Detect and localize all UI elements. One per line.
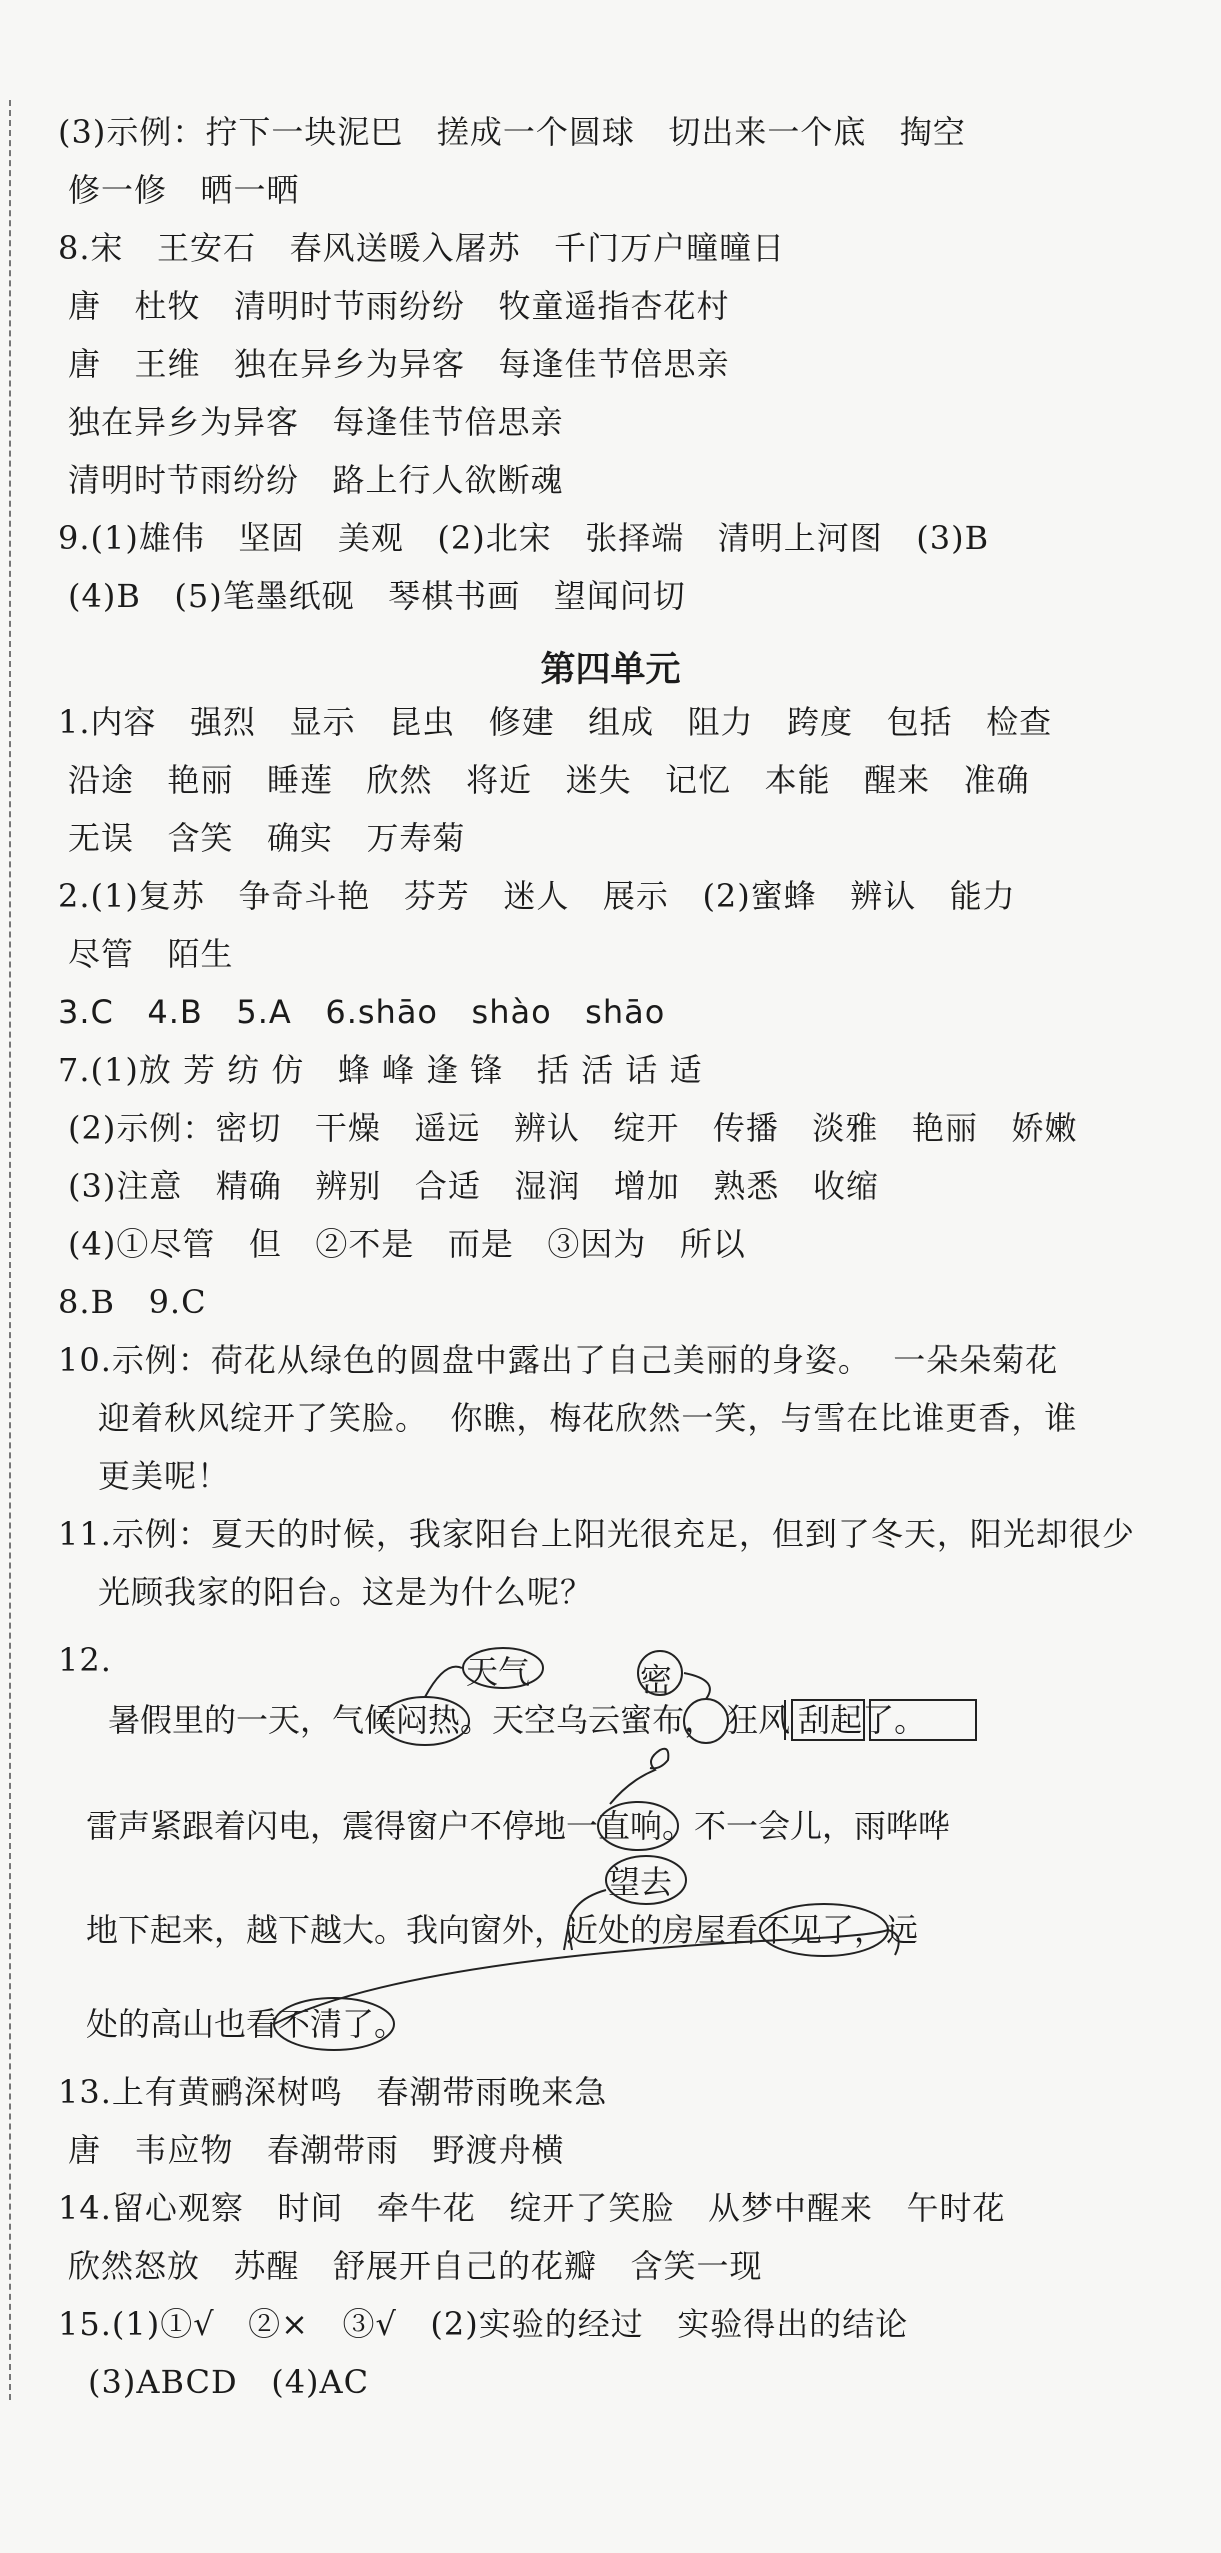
answer-line: 光顾我家的阳台。这是为什么呢？ — [98, 1573, 594, 1611]
answer-line: 14.留心观察 时间 牵牛花 绽开了笑脸 从梦中醒来 午时花 — [58, 2189, 1006, 2227]
answer-line: 7.(1)放 芳 纺 仿 蜂 峰 逢 锋 括 活 话 适 — [58, 1051, 703, 1089]
answer-line: 13.上有黄鹂深树鸣 春潮带雨晚来急 — [58, 2073, 608, 2111]
answer-line: 唐 王维 独在异乡为异客 每逢佳节倍思亲 — [68, 345, 730, 383]
answer-line: 2.(1)复苏 争奇斗艳 芬芳 迷人 展示 (2)蜜蜂 辨认 能力 — [58, 877, 1016, 915]
answer-line: 10.示例：荷花从绿色的圆盘中露出了自己美丽的身姿。 一朵朵菊花 — [58, 1341, 1059, 1379]
q12-line-3: 地下起来，越下越大。我向窗外，近处的房屋看不见了，远 — [86, 1911, 919, 1949]
answer-line: 9.(1)雄伟 坚固 美观 (2)北宋 张择端 清明上河图 (3)B — [58, 519, 990, 557]
answer-line: 沿途 艳丽 睡莲 欣然 将近 迷失 记忆 本能 醒来 准确 — [68, 761, 1030, 799]
circled-word: 看不见 — [726, 1911, 823, 1949]
answer-line: 8.宋 王安石 春风送暖入屠苏 千门万户曈曈日 — [58, 229, 786, 267]
answer-line: 唐 韦应物 春潮带雨 野渡舟横 — [68, 2131, 565, 2169]
answer-line: (4)①尽管 但 ②不是 而是 ③因为 所以 — [68, 1225, 746, 1263]
cut-line — [9, 100, 11, 2400]
circled-word: 一直 — [566, 1807, 631, 1845]
answer-line: 唐 杜牧 清明时节雨纷纷 牧童遥指杏花村 — [68, 287, 730, 325]
answer-line: 欣然怒放 苏醒 舒展开自己的花瓣 含笑一现 — [68, 2247, 763, 2285]
answer-line: 15.(1)①√ ②× ③√ (2)实验的经过 实验得出的结论 — [58, 2305, 909, 2343]
circled-word: 看不清 — [246, 2005, 343, 2043]
boxed-word: 刮起了 — [798, 1701, 895, 1739]
answer-line: 清明时节雨纷纷 路上行人欲断魂 — [68, 461, 564, 499]
answer-line: 尽管 陌生 — [68, 935, 234, 973]
answer-line: 独在异乡为异客 每逢佳节倍思亲 — [68, 403, 564, 441]
circled-word: 气候 — [332, 1701, 397, 1739]
answer-line: (2)示例：密切 干燥 遥远 辨认 绽开 传播 淡雅 艳丽 娇嫩 — [68, 1109, 1078, 1147]
section-heading: 第四单元 — [540, 650, 681, 690]
correction-text: 天气 — [466, 1653, 531, 1691]
answer-line: 8.B 9.C — [58, 1283, 207, 1321]
answer-line: 3.C 4.B 5.A 6.shāo shào shāo — [58, 993, 666, 1031]
q12-line-2: 雷声紧跟着闪电，震得窗户不停地一直响。不一会儿，雨哗哗 — [86, 1807, 951, 1845]
answer-line: 无误 含笑 确实 万寿菊 — [68, 819, 466, 857]
answer-line: 1.内容 强烈 显示 昆虫 修建 组成 阻力 跨度 包括 检查 — [58, 703, 1053, 741]
correction-text: 密 — [640, 1661, 673, 1699]
answer-line: (3)示例：拧下一块泥巴 搓成一个圆球 切出来一个底 掏空 — [58, 113, 966, 151]
answer-line: 迎着秋风绽开了笑脸。 你瞧，梅花欣然一笑，与雪在比谁更香，谁 — [98, 1399, 1078, 1437]
answer-line: 更美呢！ — [98, 1457, 231, 1495]
q12-line-1: 暑假里的一天，气候闷热。天空乌云蜜布， 狂风 刮起了。 — [108, 1701, 927, 1739]
answer-line: (3)ABCD (4)AC — [88, 2363, 370, 2401]
answer-line: (4)B (5)笔墨纸砚 琴棋书画 望闻问切 — [68, 577, 686, 615]
q12-line-4: 处的高山也看不清了。 — [86, 2005, 407, 2043]
boxed-word: 狂风 — [726, 1701, 791, 1739]
correction-text: 望去 — [608, 1863, 673, 1901]
answer-line: 12. — [58, 1641, 112, 1679]
answer-line: (3)注意 精确 辨别 合适 湿润 增加 熟悉 收缩 — [68, 1167, 879, 1205]
answer-line: 修一修 晒一晒 — [68, 171, 300, 209]
circled-word: 蜜 — [620, 1701, 653, 1739]
answer-line: 11.示例：夏天的时候，我家阳台上阳光很充足，但到了冬天，阳光却很少 — [58, 1515, 1135, 1553]
